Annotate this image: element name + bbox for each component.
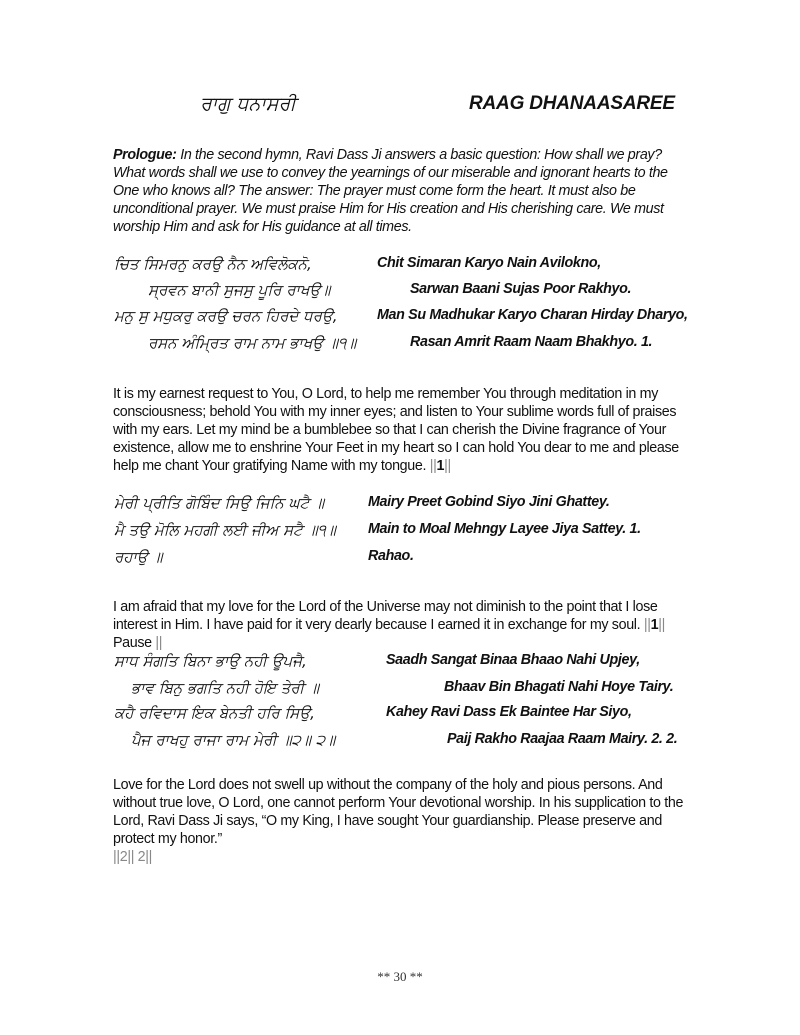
translation-text: I am afraid that my love for the Lord of the Universe may not diminish to the point that I lose interest in Him. I have paid for it very dearly because I earned it in exchange for my soul. <box>113 599 658 633</box>
verse-transliteration: Rahao. <box>368 548 414 564</box>
prologue-label: Prologue <box>113 147 173 163</box>
title-row <box>0 93 800 123</box>
verse-gurmukhi: ਭਾਵ ਬਿਨੁ ਭਗਤਿ ਨਹੀ ਹੋਇ ਤੇਰੀ ॥ <box>131 679 319 697</box>
verse-gurmukhi: ਸਾਧ ਸੰਗਤਿ ਬਿਨਾ ਭਾਉ ਨਹੀ ਊਪਜੈ, <box>114 652 307 670</box>
verse-transliteration: Rasan Amrit Raam Naam Bhakhyo. 1. <box>410 334 653 350</box>
verse-transliteration: Chit Simaran Karyo Nain Avilokno, <box>377 255 601 271</box>
verse-line <box>0 334 800 358</box>
verse-gurmukhi: ਰਹਾਉ ॥ <box>114 548 163 566</box>
verse-transliteration: Kahey Ravi Dass Ek Baintee Har Siyo, <box>386 704 632 720</box>
verse-line <box>0 704 800 728</box>
verse-gurmukhi: ਸ੍ਰਵਨ ਬਾਨੀ ਸੁਜਸੁ ਪੂਰਿ ਰਾਖਉ॥ <box>148 281 331 299</box>
verse-line <box>0 521 800 545</box>
prologue-paragraph <box>113 146 693 236</box>
verse-gurmukhi: ਮਨੁ ਸੁ ਮਧੁਕਰੁ ਕਰਉ ਚਰਨ ਹਿਰਦੇ ਧਰਉ, <box>114 307 338 325</box>
verse-gurmukhi: ਮੈ ਤਉ ਮੋਲਿ ਮਹਗੀ ਲਈ ਜੀਅ ਸਟੈ ॥੧॥ <box>114 521 336 539</box>
verse-transliteration: Main to Moal Mehngy Layee Jiya Sattey. 1. <box>368 521 641 537</box>
title-gurmukhi: ਰਾਗੁ ਧਨਾਸਰੀ <box>200 93 296 115</box>
verse-transliteration: Paij Rakho Raajaa Raam Mairy. 2. 2. <box>447 731 678 747</box>
verse-marker-open: || <box>429 458 437 474</box>
verse-marker-close: || <box>444 458 451 474</box>
prologue-colon: : <box>172 147 177 163</box>
verse-marker-open: || <box>643 617 651 633</box>
translation-paragraph-3 <box>113 776 693 866</box>
translation-text: It is my earnest request to You, O Lord, to help me remember You through meditation in my consciousness; behold You with my inner eyes; and listen to Your sublime words full of praises with my ears. Let my mind be a bumblebee so that I can cherish the Divine fragrance of Your existence, allow me to enshrine Your Feet in my heart so I can hold You dear to me and please help me chant Your gratifying Name with my tongue. <box>113 386 679 474</box>
verse-marker-number: 1 <box>650 617 659 633</box>
verse-transliteration: Bhaav Bin Bhagati Nahi Hoye Tairy. <box>444 679 674 695</box>
translation-paragraph-1 <box>113 385 693 475</box>
verse-line <box>0 548 800 572</box>
verse-transliteration: Mairy Preet Gobind Siyo Jini Ghattey. <box>368 494 610 510</box>
verse-marker-line: ||2|| 2|| <box>113 849 153 865</box>
translation-paragraph-2 <box>113 598 693 652</box>
verse-gurmukhi: ਪੈਜ ਰਾਖਹੁ ਰਾਜਾ ਰਾਮ ਮੇਰੀ ॥੨॥ ੨॥ <box>131 731 336 749</box>
pause-marker: || <box>155 635 163 651</box>
verse-marker-number: 1 <box>436 458 445 474</box>
verse-gurmukhi: ਮੇਰੀ ਪ੍ਰੀਤਿ ਗੋਬਿੰਦ ਸਿਉ ਜਿਨਿ ਘਟੈ ॥ <box>114 494 325 512</box>
verse-gurmukhi: ਕਹੈ ਰਵਿਦਾਸ ਇਕ ਬੇਨਤੀ ਹਰਿ ਸਿਉ, <box>114 704 315 722</box>
verse-line <box>0 652 800 676</box>
verse-transliteration: Saadh Sangat Binaa Bhaao Nahi Upjey, <box>386 652 640 668</box>
page-number: ** 30 ** <box>377 969 423 984</box>
verse-line <box>0 255 800 279</box>
title-english: RAAG DHANAASAREE <box>469 93 675 114</box>
verse-gurmukhi: ਚਿਤ ਸਿਮਰਨੁ ਕਰਉ ਨੈਨ ਅਵਿਲੋਕਨੋ, <box>114 255 312 273</box>
pause-label: Pause <box>113 635 156 651</box>
translation-text: Love for the Lord does not swell up without the company of the holy and pious persons. And without true love, O Lord, one cannot perform Your devotional worship. In his supplication to the Lord, Ravi Dass Ji says, “O my King, I have sought Your guardianship. Please preserve and protect my honor.” <box>113 777 684 847</box>
verse-line <box>0 731 800 755</box>
verse-transliteration: Man Su Madhukar Karyo Charan Hirday Dharyo, <box>377 307 688 323</box>
verse-line <box>0 679 800 703</box>
verse-gurmukhi: ਰਸਨ ਅੰਮ੍ਰਿਤ ਰਾਮ ਨਾਮ ਭਾਖਉ ॥੧॥ <box>148 334 357 352</box>
verse-line <box>0 494 800 518</box>
verse-transliteration: Sarwan Baani Sujas Poor Rakhyo. <box>410 281 632 297</box>
verse-line <box>0 281 800 305</box>
verse-line <box>0 307 800 331</box>
prologue-text: In the second hymn, Ravi Dass Ji answers a basic question: How shall we pray? What words shall we use to convey the yearnings of our miserable and ignorant hearts to the One who knows all? The answer: The prayer must come form the heart. It must also be unconditional prayer. We must praise Him for His creation and His cherishing care. We must worship Him and ask for His guidance at all times. <box>113 147 668 235</box>
verse-marker-close: || <box>658 617 665 633</box>
